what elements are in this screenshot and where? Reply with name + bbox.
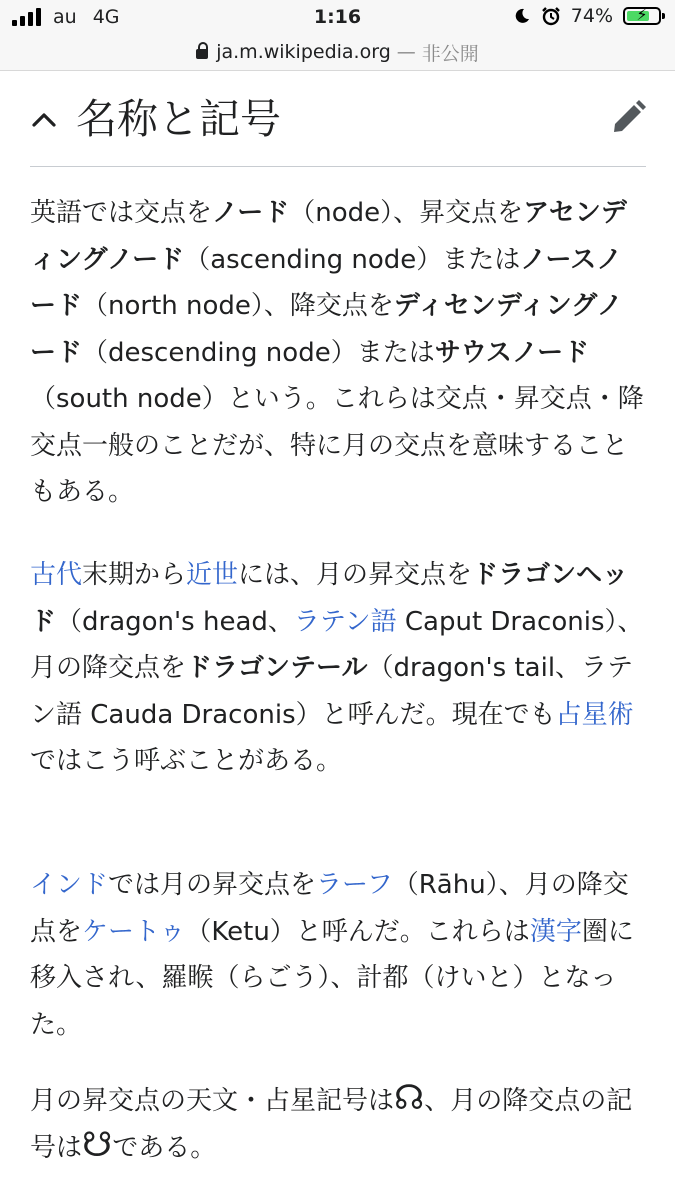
url-bar[interactable] xyxy=(0,34,675,71)
text-run: 英語では交点を xyxy=(30,198,213,228)
term-dragon-head: ドラゴンヘッド xyxy=(30,560,629,637)
text-run: では月の昇交点を xyxy=(108,870,317,900)
network-type: 4G xyxy=(92,6,120,28)
text-run: には、月の昇交点を xyxy=(238,560,473,590)
link-astrology[interactable]: 占星術 xyxy=(555,699,634,730)
link-rahu[interactable]: ラーフ xyxy=(316,870,393,900)
status-time: 1:16 xyxy=(313,6,362,28)
url-separator: — xyxy=(396,41,416,63)
chevron-up-icon[interactable] xyxy=(30,106,58,134)
link-india[interactable]: インド xyxy=(30,870,109,900)
text-run: （north node）、降交点を xyxy=(82,291,394,321)
text-run: 、月の降交点の記号は xyxy=(30,1086,633,1163)
status-right xyxy=(513,5,661,27)
battery-percent: 74% xyxy=(570,5,613,27)
link-ancient[interactable]: 古代 xyxy=(30,560,83,590)
term-descending-node: ディセンディングノード xyxy=(30,291,623,368)
link-kanji[interactable]: 漢字 xyxy=(529,916,582,947)
text-run: （south node）という。これらは交点・昇交点・降交点一般のことだが、特に月の交点を意味することもある。 xyxy=(30,384,644,507)
link-latin[interactable]: ラテン語 xyxy=(293,606,397,637)
term-dragon-tail: ドラゴンテール xyxy=(186,653,368,683)
battery-icon xyxy=(623,7,661,25)
text-run: （Rāhu）、月の降交点を xyxy=(30,870,629,947)
lock-icon xyxy=(196,49,208,59)
text-run: （Ketu）と呼んだ。これらは xyxy=(185,916,530,947)
paragraph-dragon xyxy=(30,552,646,785)
text-run: （ascending node）または xyxy=(184,244,521,275)
text-run: （dragon's head、 xyxy=(56,606,294,637)
private-label: 非公開 xyxy=(421,42,479,65)
term-node: ノード xyxy=(212,198,290,228)
url-domain: ja.m.wikipedia.org xyxy=(216,41,391,63)
text-run: （descending node）または xyxy=(82,337,435,368)
link-early-modern[interactable]: 近世 xyxy=(186,560,239,590)
text-run: （node）、昇交点を xyxy=(289,198,524,228)
text-run: （dragon's tail、ラテン語 Cauda Draconis）と呼んだ。現在でも xyxy=(30,653,634,730)
text-run: 末期から xyxy=(82,560,187,590)
text-run: ではこう呼ぶことがある。 xyxy=(30,746,343,776)
ascending-node-symbol-icon: ☊ xyxy=(394,1078,425,1118)
text-run: 圏に移入され、羅睺（らごう）、計都（けいと）となった。 xyxy=(30,916,634,1040)
paragraph-names xyxy=(30,190,646,516)
term-north-node: ノースノード xyxy=(30,244,623,321)
term-south-node: サウスノード xyxy=(434,337,590,368)
alarm-clock-icon xyxy=(541,6,561,26)
descending-node-symbol-icon: ☋ xyxy=(82,1124,113,1165)
carrier-label: au xyxy=(53,6,77,28)
link-ketu[interactable]: ケートゥ xyxy=(82,916,186,947)
text-run: 月の昇交点の天文・占星記号は xyxy=(30,1086,395,1116)
section-title: 名称と記号 xyxy=(76,95,281,143)
charging-bolt-icon: ⚡ xyxy=(636,5,648,24)
text-run: である。 xyxy=(112,1132,217,1163)
pencil-icon[interactable] xyxy=(610,100,646,136)
do-not-disturb-moon-icon xyxy=(513,7,531,25)
section-header[interactable] xyxy=(30,80,646,167)
paragraph-symbols xyxy=(30,1078,646,1171)
paragraph-india xyxy=(30,862,646,1048)
term-ascending-node: アセンディングノード xyxy=(30,198,627,275)
text-run: Caput Draconis）、月の降交点を xyxy=(30,606,644,683)
